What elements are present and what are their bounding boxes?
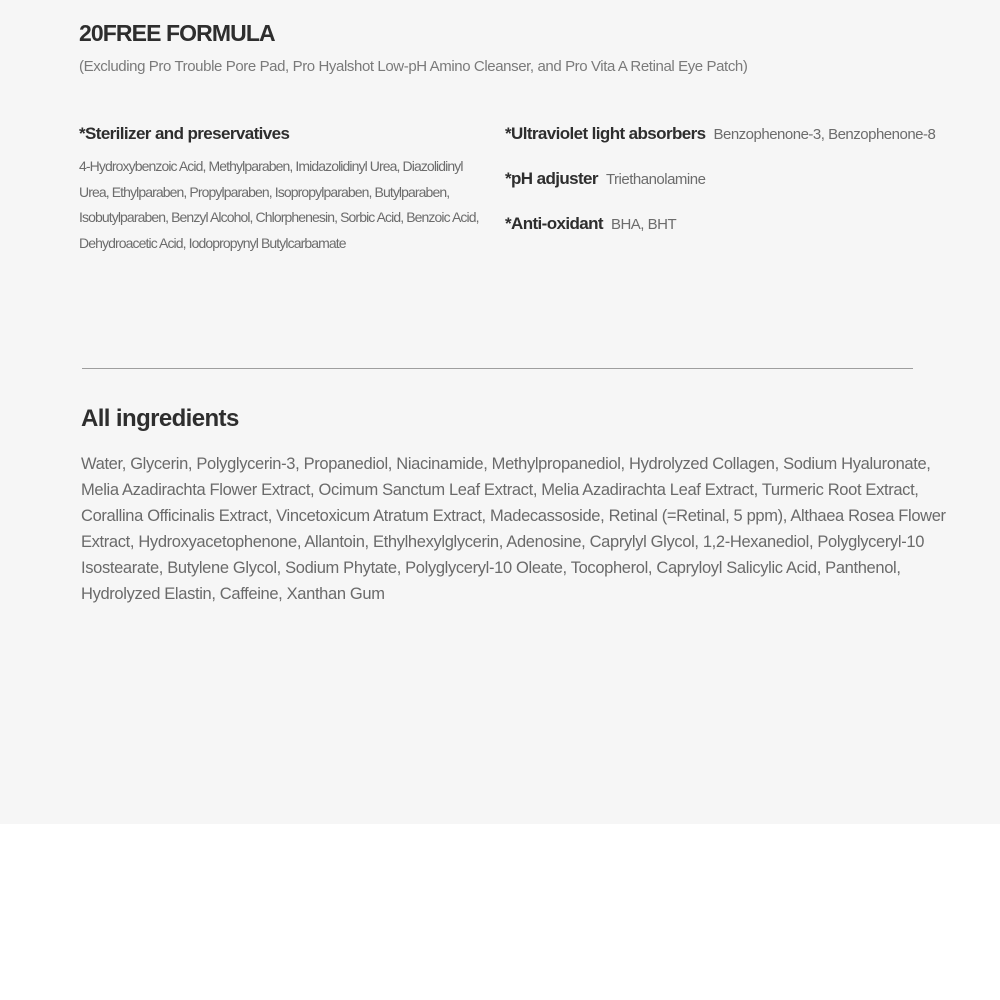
antioxidant-label: *Anti-oxidant (505, 214, 603, 233)
ingredients-list: Water, Glycerin, Polyglycerin-3, Propanediol, Niacinamide, Methylpropanediol, Hydrolyzed Collagen, Sodium Hyaluronate, Melia Azadirachta Flower Extract, Ocimum Sanctum Leaf Extract, Melia Azadirachta Leaf Extract, Turmeric Root Extract, Corallina Officinalis Extract, Vincetoxicum Atratum Extract, Madecassoside, Retinal (=Retinal, 5 ppm), Althaea Rosea Flower Extract, Hydroxyacetophenone, Allantoin, Ethylhexylglycerin, Adenosine, Caprylyl Glycol, 1,2-Hexanediol, Polyglyceryl-10 Isostearate, Butylene Glycol, Sodium Phytate, Polyglyceryl-10 Oleate, Tocopherol, Capryloyl Salicylic Acid, Panthenol, Hydrolyzed Elastin, Caffeine, Xanthan Gum (81, 455, 946, 603)
section-divider (82, 368, 913, 369)
ph-adjuster-row (505, 169, 995, 214)
antioxidant-values: BHA, BHT (610, 216, 677, 233)
uv-absorbers-row (505, 124, 995, 169)
ingredients-title: All ingredients (81, 405, 239, 432)
ph-adjuster-label: *pH adjuster (505, 169, 598, 188)
formula-title: 20FREE FORMULA (79, 20, 275, 46)
sterilizer-label: *Sterilizer and preservatives (79, 124, 290, 143)
sterilizer-section (79, 124, 489, 256)
antioxidant-row (505, 214, 995, 259)
uv-absorbers-label: *Ultraviolet light absorbers (505, 124, 706, 143)
formula-subtitle: (Excluding Pro Trouble Pore Pad, Pro Hyalshot Low-pH Amino Cleanser, and Pro Vita A Retinal Eye Patch) (79, 58, 748, 75)
sterilizer-list: 4-Hydroxybenzoic Acid, Methylparaben, Imidazolidinyl Urea, Diazolidinyl Urea, Ethylparaben, Propylparaben, Isopropylparaben, Butylparaben, Isobutylparaben, Benzyl Alcohol, Chlorphenesin, Sorbic Acid, Benzoic Acid, Dehydroacetic Acid, Iodopropynyl Butylcarbamate (79, 158, 479, 251)
additives-section (505, 124, 995, 259)
uv-absorbers-values: Benzophenone-3, Benzophenone-8 (713, 126, 936, 143)
ph-adjuster-values: Triethanolamine (605, 171, 706, 188)
